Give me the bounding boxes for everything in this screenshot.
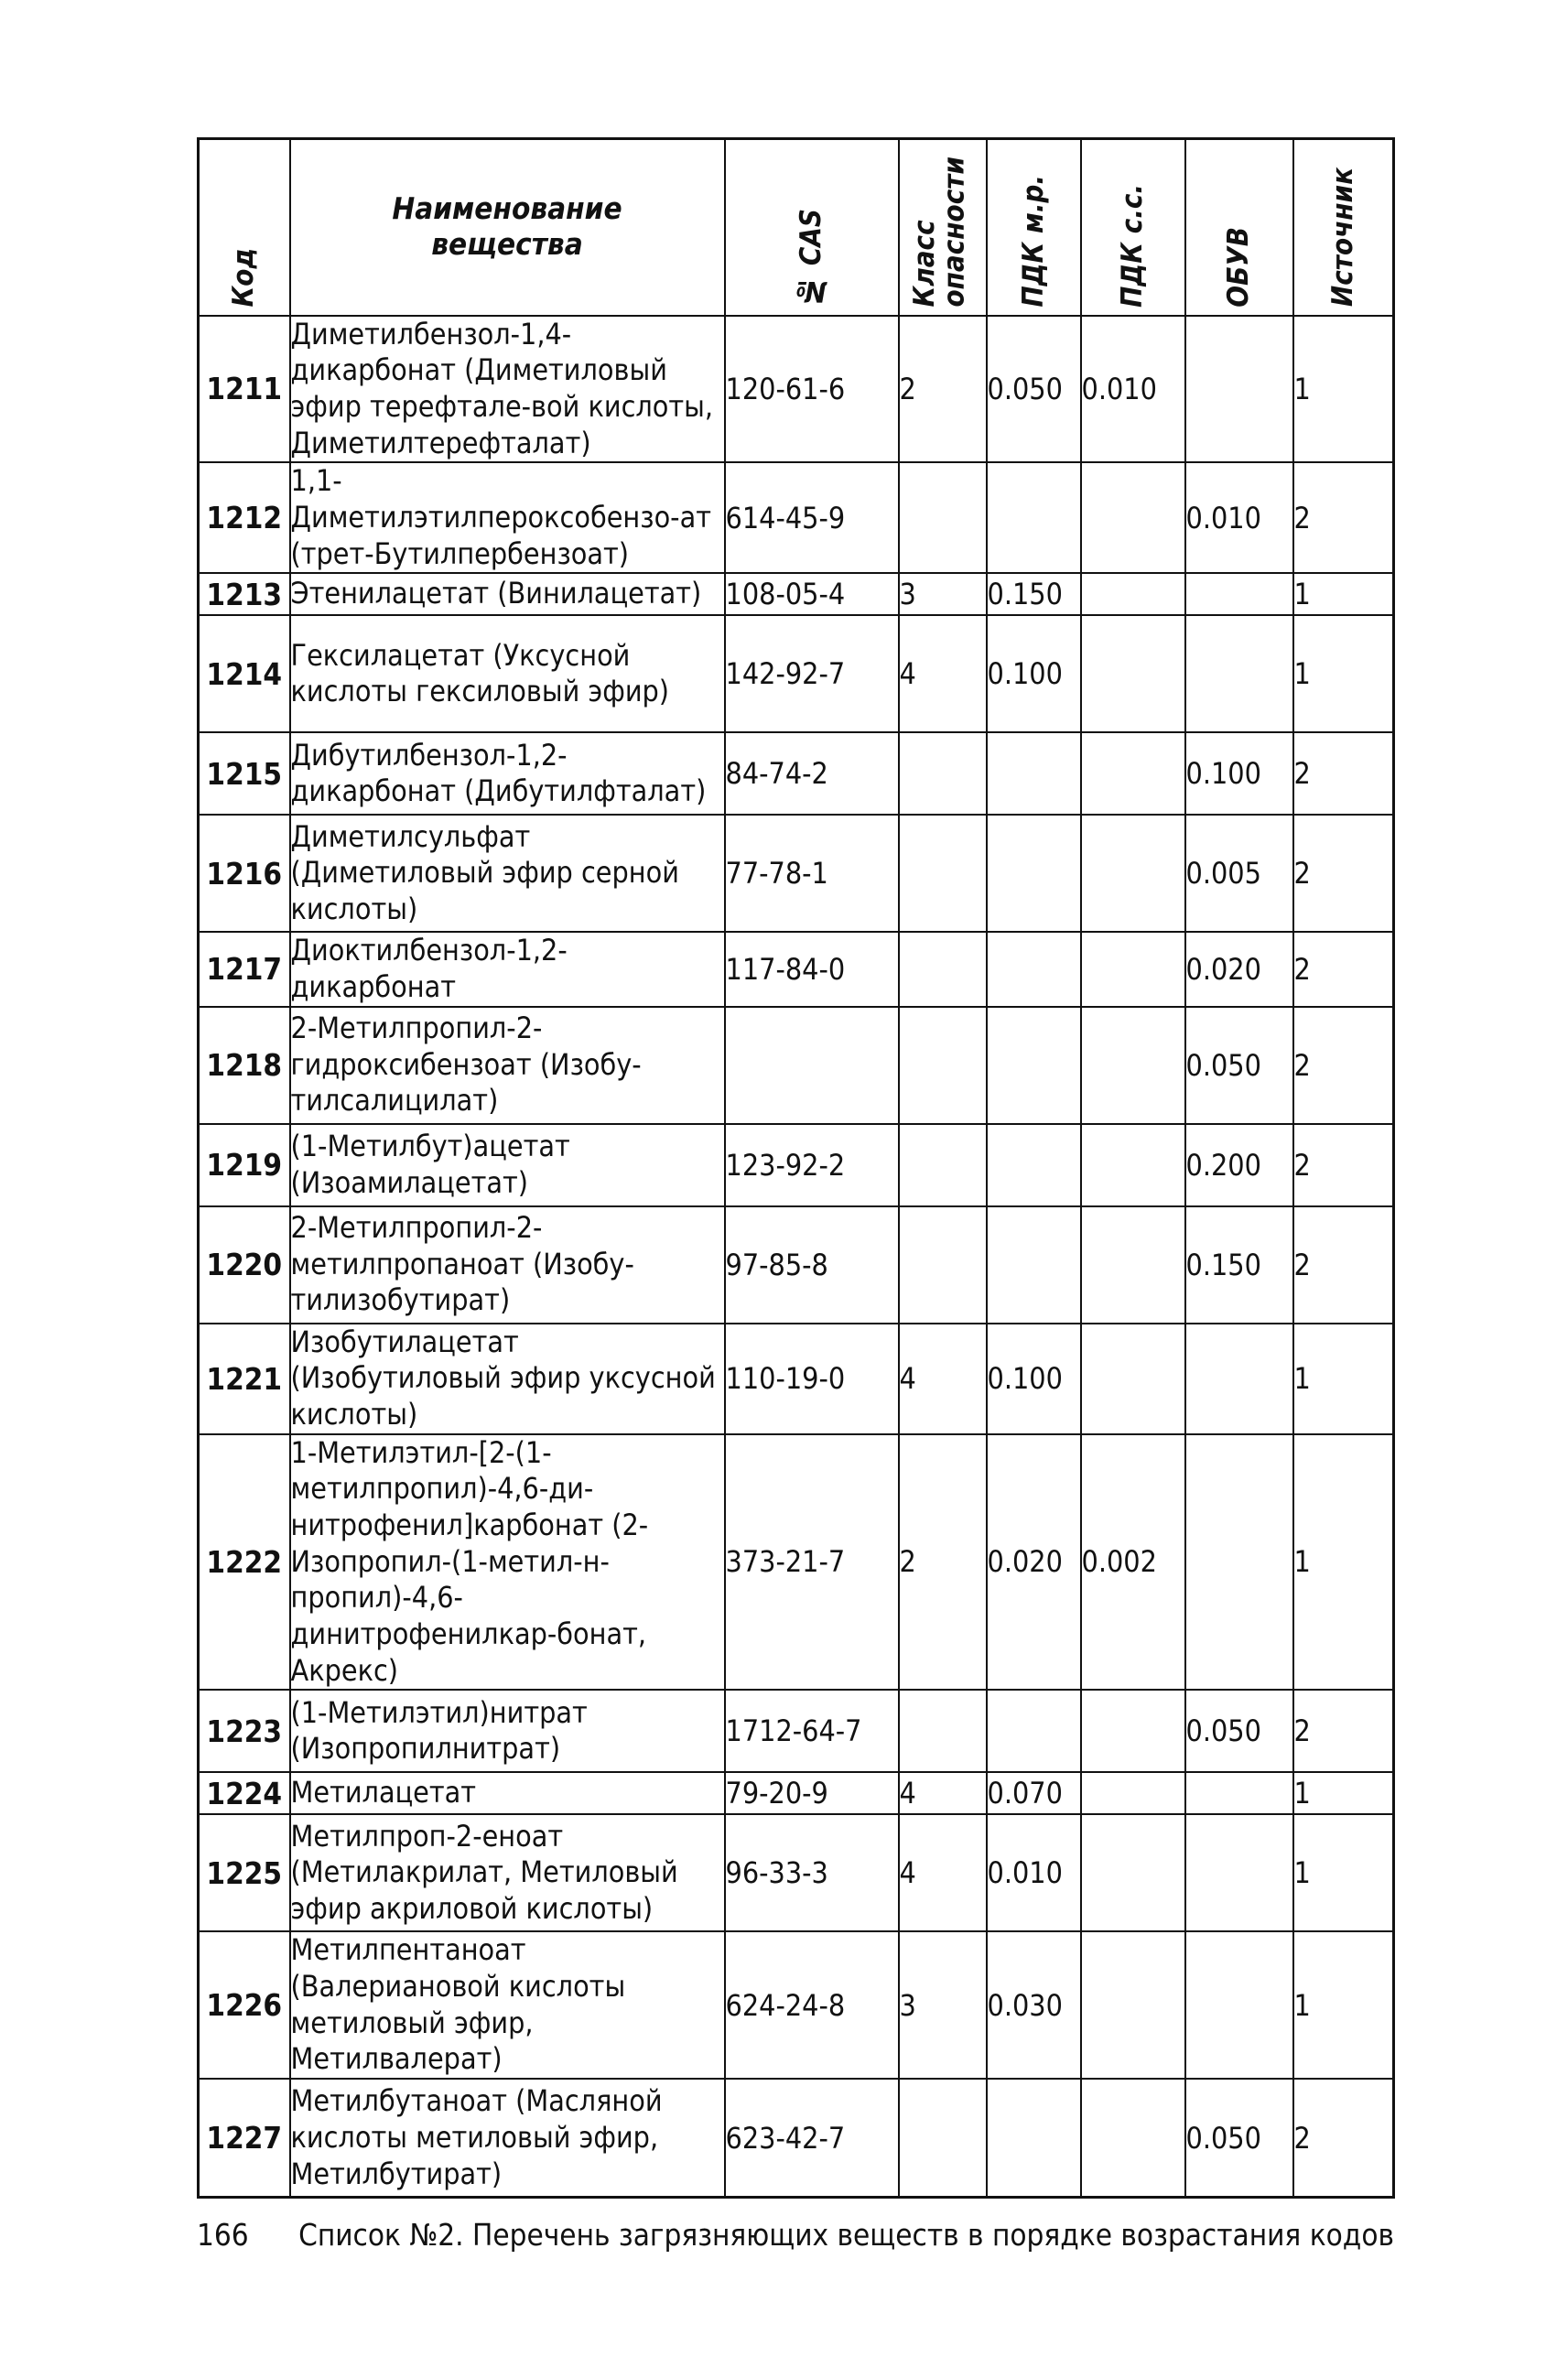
table-header-row xyxy=(199,139,1394,316)
substance-name-cell: Диметилбензол-1,4-дикарбонат (Диметиловый эфир терефтале-вой кислоты, Диметилтерефталат) xyxy=(290,316,725,463)
pdk-ss-cell xyxy=(1081,1007,1185,1124)
source-cell: 2 xyxy=(1293,932,1394,1006)
obuv-cell xyxy=(1185,1931,1293,2079)
source-cell: 1 xyxy=(1293,1772,1394,1814)
table-row xyxy=(199,1814,1394,1931)
cas-cell: 117-84-0 xyxy=(725,932,899,1006)
page-number: 166 xyxy=(197,2217,249,2253)
code-cell: 1212 xyxy=(199,462,290,573)
substance-name-cell: Метилпентаноат (Валериановой кислоты метиловый эфир, Метилвалерат) xyxy=(290,1931,725,2079)
source-cell: 1 xyxy=(1293,1324,1394,1434)
pdk-mr-cell xyxy=(987,932,1081,1006)
table-row xyxy=(199,932,1394,1006)
pdk-mr-cell: 0.050 xyxy=(987,316,1081,463)
header-code: Код xyxy=(199,139,290,316)
cas-cell: 96-33-3 xyxy=(725,1814,899,1931)
table-row xyxy=(199,1324,1394,1434)
table-row xyxy=(199,1931,1394,2079)
pdk-mr-cell xyxy=(987,2079,1081,2198)
substance-name-cell: 1-Метилэтил-[2-(1-метилпропил)-4,6-ди-нитрофенил]карбонат (2-Изопропил-(1-метил-н-пропил)-4,6-динитрофенилкар-бонат, Акрекс) xyxy=(290,1434,725,1691)
substance-name-cell: 1,1-Диметилэтилпероксобензо-ат (трет-Бутилпербензоат) xyxy=(290,462,725,573)
cas-cell: 123-92-2 xyxy=(725,1124,899,1206)
cas-cell: 623-42-7 xyxy=(725,2079,899,2198)
cas-cell: 79-20-9 xyxy=(725,1772,899,1814)
obuv-cell: 0.050 xyxy=(1185,1007,1293,1124)
pdk-ss-cell xyxy=(1081,815,1185,932)
obuv-cell xyxy=(1185,1434,1293,1691)
header-source: Источник xyxy=(1293,139,1394,316)
code-cell: 1218 xyxy=(199,1007,290,1124)
table-row xyxy=(199,2079,1394,2198)
cas-cell: 373-21-7 xyxy=(725,1434,899,1691)
code-cell: 1224 xyxy=(199,1772,290,1814)
source-cell: 2 xyxy=(1293,1007,1394,1124)
pdk-ss-cell xyxy=(1081,1772,1185,1814)
source-cell: 2 xyxy=(1293,462,1394,573)
source-cell: 2 xyxy=(1293,815,1394,932)
pdk-ss-cell xyxy=(1081,732,1185,815)
running-footer: Список №2. Перечень загрязняющих веществ в порядке возрастания кодов xyxy=(298,2217,1394,2253)
pdk-mr-cell: 0.070 xyxy=(987,1772,1081,1814)
substance-name-cell: Метилпроп-2-еноат (Метилакрилат, Метиловый эфир акриловой кислоты) xyxy=(290,1814,725,1931)
substance-name-cell: (1-Метилбут)ацетат (Изоамилацетат) xyxy=(290,1124,725,1206)
obuv-cell: 0.020 xyxy=(1185,932,1293,1006)
table-row xyxy=(199,573,1394,615)
code-cell: 1225 xyxy=(199,1814,290,1931)
substance-name-cell: Этенилацетат (Винилацетат) xyxy=(290,573,725,615)
table-row xyxy=(199,462,1394,573)
obuv-cell xyxy=(1185,1814,1293,1931)
pdk-mr-cell xyxy=(987,732,1081,815)
hazard-class-cell xyxy=(899,732,987,815)
source-cell: 2 xyxy=(1293,732,1394,815)
code-cell: 1222 xyxy=(199,1434,290,1691)
substance-name-cell: Гексилацетат (Уксусной кислоты гексиловый эфир) xyxy=(290,615,725,732)
substance-name-cell: Изобутилацетат (Изобутиловый эфир уксусной кислоты) xyxy=(290,1324,725,1434)
obuv-cell xyxy=(1185,1324,1293,1434)
hazard-class-cell xyxy=(899,932,987,1006)
cas-cell: 110-19-0 xyxy=(725,1324,899,1434)
pdk-ss-cell xyxy=(1081,1814,1185,1931)
table-row xyxy=(199,1124,1394,1206)
cas-cell: 624-24-8 xyxy=(725,1931,899,2079)
substance-name-cell: 2-Метилпропил-2-метилпропаноат (Изобу-тилизобутират) xyxy=(290,1206,725,1324)
hazard-class-cell xyxy=(899,462,987,573)
obuv-cell: 0.100 xyxy=(1185,732,1293,815)
substance-name-cell: Диоктилбензол-1,2-дикарбонат xyxy=(290,932,725,1006)
obuv-cell: 0.005 xyxy=(1185,815,1293,932)
substance-name-cell: 2-Метилпропил-2-гидроксибензоат (Изобу-тилсалицилат) xyxy=(290,1007,725,1124)
code-cell: 1227 xyxy=(199,2079,290,2198)
hazard-class-cell xyxy=(899,1206,987,1324)
pdk-mr-cell xyxy=(987,1690,1081,1772)
pdk-mr-cell xyxy=(987,1007,1081,1124)
pdk-ss-cell xyxy=(1081,1124,1185,1206)
cas-cell: 120-61-6 xyxy=(725,316,899,463)
code-cell: 1215 xyxy=(199,732,290,815)
obuv-cell: 0.200 xyxy=(1185,1124,1293,1206)
obuv-cell: 0.150 xyxy=(1185,1206,1293,1324)
hazard-class-cell: 4 xyxy=(899,1324,987,1434)
hazard-class-cell: 4 xyxy=(899,1772,987,1814)
pdk-ss-cell: 0.002 xyxy=(1081,1434,1185,1691)
hazard-class-cell: 4 xyxy=(899,1814,987,1931)
cas-cell: 108-05-4 xyxy=(725,573,899,615)
table-row xyxy=(199,732,1394,815)
obuv-cell xyxy=(1185,316,1293,463)
obuv-cell xyxy=(1185,615,1293,732)
source-cell: 1 xyxy=(1293,615,1394,732)
pdk-mr-cell: 0.150 xyxy=(987,573,1081,615)
code-cell: 1221 xyxy=(199,1324,290,1434)
hazard-class-cell xyxy=(899,1007,987,1124)
header-pdk-ss: ПДК с.с. xyxy=(1081,139,1185,316)
cas-cell: 1712-64-7 xyxy=(725,1690,899,1772)
hazard-class-cell: 3 xyxy=(899,573,987,615)
header-pdk-mr: ПДК м.р. xyxy=(987,139,1081,316)
pdk-mr-cell: 0.100 xyxy=(987,1324,1081,1434)
substance-name-cell: Диметилсульфат (Диметиловый эфир серной кислоты) xyxy=(290,815,725,932)
source-cell: 1 xyxy=(1293,1814,1394,1931)
header-hazard-class: Класс опасности xyxy=(899,139,987,316)
obuv-cell xyxy=(1185,573,1293,615)
code-cell: 1211 xyxy=(199,316,290,463)
source-cell: 2 xyxy=(1293,1206,1394,1324)
hazard-class-cell xyxy=(899,1124,987,1206)
table-row xyxy=(199,1434,1394,1691)
hazard-class-cell xyxy=(899,2079,987,2198)
header-obuv: ОБУВ xyxy=(1185,139,1293,316)
header-name: Наименование вещества xyxy=(290,139,725,316)
table-row xyxy=(199,316,1394,463)
pdk-ss-cell: 0.010 xyxy=(1081,316,1185,463)
hazard-class-cell: 2 xyxy=(899,1434,987,1691)
source-cell: 1 xyxy=(1293,316,1394,463)
hazard-class-cell: 3 xyxy=(899,1931,987,2079)
obuv-cell: 0.010 xyxy=(1185,462,1293,573)
code-cell: 1219 xyxy=(199,1124,290,1206)
table-row xyxy=(199,1690,1394,1772)
obuv-cell: 0.050 xyxy=(1185,1690,1293,1772)
table-row xyxy=(199,1772,1394,1814)
substance-name-cell: Метилацетат xyxy=(290,1772,725,1814)
hazard-class-cell xyxy=(899,1690,987,1772)
table-row xyxy=(199,815,1394,932)
code-cell: 1217 xyxy=(199,932,290,1006)
obuv-cell xyxy=(1185,1772,1293,1814)
substance-name-cell: Метилбутаноат (Масляной кислоты метиловый эфир, Метилбутират) xyxy=(290,2079,725,2198)
pdk-mr-cell xyxy=(987,1124,1081,1206)
substances-table xyxy=(197,137,1395,2199)
pdk-ss-cell xyxy=(1081,615,1185,732)
pdk-ss-cell xyxy=(1081,2079,1185,2198)
source-cell: 1 xyxy=(1293,1931,1394,2079)
code-cell: 1220 xyxy=(199,1206,290,1324)
cas-cell: 84-74-2 xyxy=(725,732,899,815)
pdk-ss-cell xyxy=(1081,1690,1185,1772)
hazard-class-cell: 4 xyxy=(899,615,987,732)
source-cell: 2 xyxy=(1293,2079,1394,2198)
source-cell: 2 xyxy=(1293,1690,1394,1772)
source-cell: 1 xyxy=(1293,1434,1394,1691)
obuv-cell: 0.050 xyxy=(1185,2079,1293,2198)
pdk-mr-cell xyxy=(987,1206,1081,1324)
pdk-mr-cell: 0.020 xyxy=(987,1434,1081,1691)
table-row xyxy=(199,1007,1394,1124)
cas-cell xyxy=(725,1007,899,1124)
substance-name-cell: (1-Метилэтил)нитрат (Изопропилнитрат) xyxy=(290,1690,725,1772)
cas-cell: 77-78-1 xyxy=(725,815,899,932)
cas-cell: 614-45-9 xyxy=(725,462,899,573)
pdk-mr-cell: 0.030 xyxy=(987,1931,1081,2079)
code-cell: 1216 xyxy=(199,815,290,932)
code-cell: 1223 xyxy=(199,1690,290,1772)
hazard-class-cell: 2 xyxy=(899,316,987,463)
table-row xyxy=(199,615,1394,732)
pdk-ss-cell xyxy=(1081,932,1185,1006)
pdk-ss-cell xyxy=(1081,1206,1185,1324)
code-cell: 1213 xyxy=(199,573,290,615)
source-cell: 2 xyxy=(1293,1124,1394,1206)
code-cell: 1214 xyxy=(199,615,290,732)
pdk-ss-cell xyxy=(1081,462,1185,573)
pdk-mr-cell xyxy=(987,815,1081,932)
header-cas: № CAS xyxy=(725,139,899,316)
hazard-class-cell xyxy=(899,815,987,932)
table-row xyxy=(199,1206,1394,1324)
pdk-ss-cell xyxy=(1081,1931,1185,2079)
cas-cell: 142-92-7 xyxy=(725,615,899,732)
source-cell: 1 xyxy=(1293,573,1394,615)
pdk-ss-cell xyxy=(1081,573,1185,615)
cas-cell: 97-85-8 xyxy=(725,1206,899,1324)
pdk-mr-cell: 0.100 xyxy=(987,615,1081,732)
substance-name-cell: Дибутилбензол-1,2-дикарбонат (Дибутилфталат) xyxy=(290,732,725,815)
pdk-mr-cell: 0.010 xyxy=(987,1814,1081,1931)
pdk-mr-cell xyxy=(987,462,1081,573)
pdk-ss-cell xyxy=(1081,1324,1185,1434)
code-cell: 1226 xyxy=(199,1931,290,2079)
